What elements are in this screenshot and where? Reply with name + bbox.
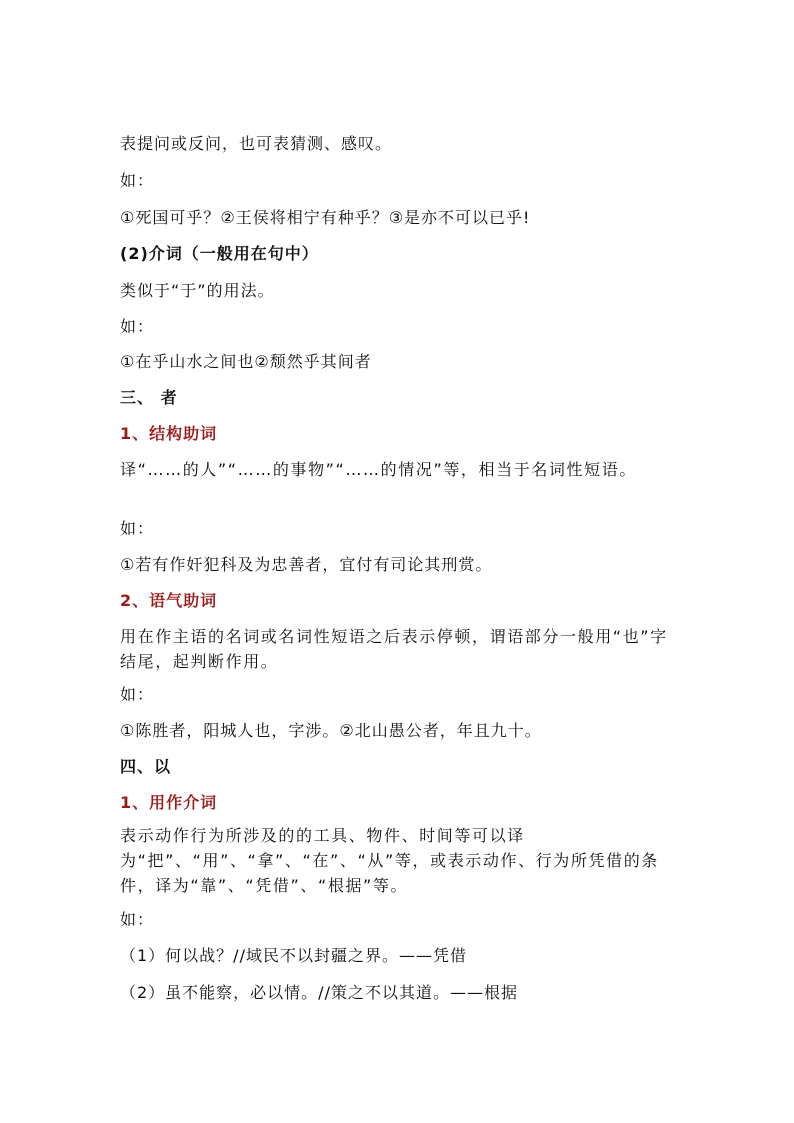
example-sentences: ①在乎山水之间也②颓然乎其间者 bbox=[120, 352, 372, 371]
subheading-preposition: (2)介词（一般用在句中） bbox=[120, 244, 319, 263]
subheading-preposition-use: 1、用作介词 bbox=[120, 793, 218, 812]
example-label: 如： bbox=[120, 910, 155, 929]
paragraph-modal-particle: 用在作主语的名词或名词性短语之后表示停顿，谓语部分一般用“也”字结尾，起判断作用。 bbox=[120, 627, 668, 671]
text-line-like-yu: 类似于“于”的用法。 bbox=[120, 281, 275, 300]
paragraph-preposition-use: 表示动作行为所涉及的的工具、物件、时间等可以译为“把”、“用”、“拿”、“在”、“从”等，或表示动作、行为所凭借的条件，译为“靠”、“凭借”、“根据”等。 bbox=[120, 826, 659, 895]
example-item-2: （2）虽不能察，必以情。//策之不以其道。——根据 bbox=[120, 983, 518, 1002]
paragraph-structural-particle: 译“……的人”“……的事物”“……的情况”等，相当于名词性短语。 bbox=[120, 460, 637, 479]
subheading-structural-particle: 1、结构助词 bbox=[120, 424, 218, 443]
section-heading-yi: 四、以 bbox=[120, 757, 172, 776]
subheading-modal-particle: 2、语气助词 bbox=[120, 591, 218, 610]
example-sentences: ①若有作奸犯科及为忠善者，宜付有司论其刑赏。 bbox=[120, 555, 493, 574]
example-label: 如： bbox=[120, 519, 155, 538]
example-label: 如： bbox=[120, 685, 155, 704]
example-label: 如： bbox=[120, 171, 155, 190]
example-item-1: （1）何以战？//域民不以封疆之界。——凭借 bbox=[120, 946, 467, 965]
example-label: 如： bbox=[120, 317, 155, 336]
example-sentences: ①陈胜者，阳城人也，字涉。②北山愚公者，年且九十。 bbox=[120, 721, 542, 740]
example-sentences: ①死国可乎？②王侯将相宁有种乎？③是亦不可以已乎! bbox=[120, 208, 531, 227]
section-heading-zhe: 三、 者 bbox=[120, 388, 178, 407]
text-line-question-usage: 表提问或反问，也可表猜测、感叹。 bbox=[120, 134, 393, 153]
